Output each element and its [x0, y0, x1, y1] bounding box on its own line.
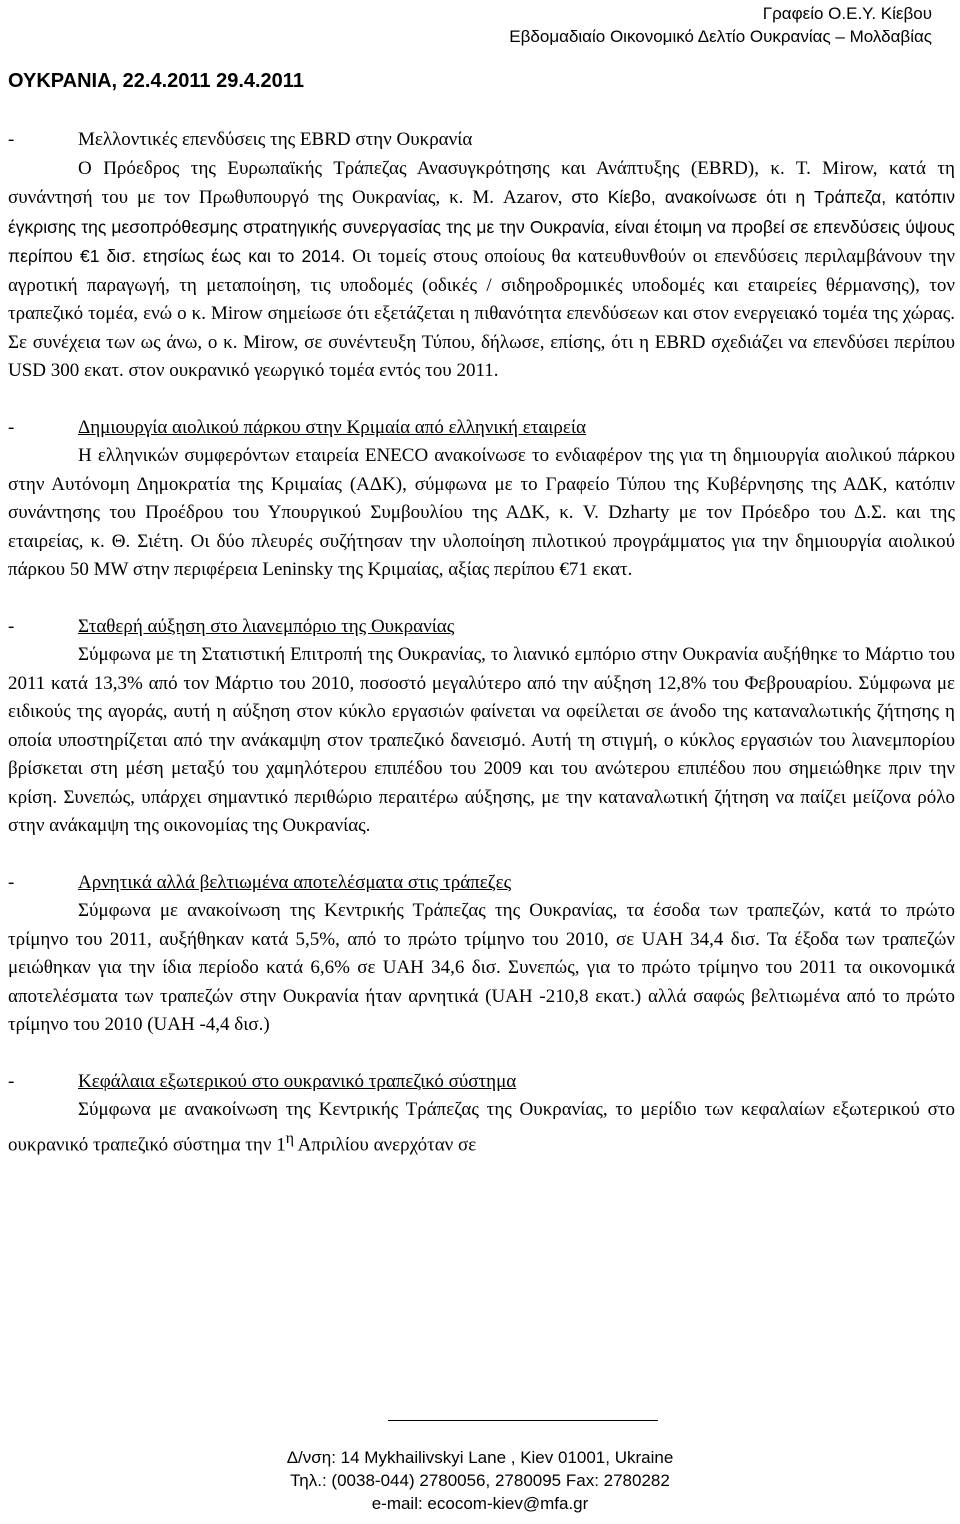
- section-ebrd: [8, 126, 955, 386]
- section-title: [8, 414, 955, 443]
- section-paragraph: Σύμφωνα με ανακοίνωση της Κεντρικής Τράπεζας της Ουκρανίας, τα έσοδα των τραπεζών, κατά το πρώτο τρίμηνο του 2011, αυξήθηκαν κατά 5,5%, από το πρώτο τρίμηνο του 2010, σε UAH 34,4 δισ. Τα έξοδα των τραπεζών μειώθηκαν για την ίδια περίοδο κατά 6,6% σε UAH 34,6 δισ. Συνεπώς, για το πρώτο τρίμηνο του 2011 τα οικονομικά αποτελέσματα των τραπεζών στην Ουκρανία ήταν αρνητικά (UAH -210,8 εκατ.) αλλά σαφώς βελτιωμένα από το πρώτο τρίμηνο του 2010 (UAH -4,4 δισ.): [8, 900, 955, 1035]
- section-paragraph: Σύμφωνα με τη Στατιστική Επιτροπή της Ουκρανίας, το λιανικό εμπόριο στην Ουκρανία αυξήθηκε το Μάρτιο του 2011 κατά 13,3% από τον Μάρτιο του 2010, ποσοστό μεγαλύτερο από την αύξηση 12,8% του Φεβρουαρίου. Σύμφωνα με ειδικούς της αγοράς, αυτή η αύξηση στον κύκλο εργασιών φαίνεται να οφείλεται σε άνοδο της καταναλωτικής ζήτησης η οποία υποστηρίζεται από την ανάκαμψη στον τραπεζικό δανεισμό. Αυτή τη στιγμή, ο κύκλος εργασιών του λιανεμπορίου βρίσκεται στη μέση μεταξύ του χαμηλότερου επιπέδου του 2009 και του ανώτερου επιπέδου που σημειώθηκε πριν την κρίση. Συνεπώς, υπάρχει σημαντικό περιθώριο περαιτέρω αύξησης, με την καταναλωτική ζήτηση να παίζει μείζονα ρόλο στην ανάκαμψη της οικονομίας της Ουκρανίας.: [8, 644, 955, 836]
- footer-phones: Τηλ.: (0038-044) 2780056, 2780095 Fax: 2780282: [290, 1471, 670, 1490]
- page-footer: [0, 1446, 960, 1515]
- section-foreign-capital: [8, 1068, 955, 1160]
- date-line: ΟΥΚΡΑΝΙΑ, 22.4.2011 29.4.2011: [8, 70, 304, 92]
- section-wind-park: [8, 414, 955, 585]
- ordinal-superscript: η: [285, 1129, 294, 1147]
- section-title-text: Κεφάλαια εξωτερικού στο ουκρανικό τραπεζικό σύστημα: [78, 1070, 517, 1092]
- section-title-text: Σταθερή αύξηση στο λιανεμπόριο της Ουκρανίας: [78, 615, 455, 637]
- paragraph-part: Ο Πρόεδρος της Ευρωπαϊκής Τράπεζας Ανασυγκρότησης και Ανάπτυξης (EBRD), κ. Τ. Mirow, κατά τη συνάντησή του με τον Πρωθυπουργό της Ουκρανίας, κ. Μ. Azarov,: [8, 157, 955, 208]
- office-name: Γραφείο Ο.Ε.Υ. Κίεβου: [762, 4, 932, 23]
- page-header: [509, 2, 932, 48]
- paragraph-part: Οι τομείς στους οποίους θα κατευθυνθούν οι επενδύσεις περιλαμβάνουν την αγροτική παραγωγή, τη μεταποίηση, τις υποδομές (οδικές / σιδηροδρομικές υποδομές και εταιρείες θέρμανσης), τον τραπεζικό τομέα, ενώ ο κ. Mirow σημείωσε ότι εξετάζεται η πιθανότητα επενδύσεων και στον ενεργειακό τομέα της χώρας. Σε συνέχεια των ως άνω, ο κ. Mirow, σε συνέντευξη Τύπου, δήλωσε, επίσης, ότι η EBRD σχεδιάζει να επενδύσει περίπου USD 300 εκατ. στον ουκρανικό γεωργικό τομέα εντός του 2011.: [8, 246, 955, 381]
- section-title-text: Αρνητικά αλλά βελτιωμένα αποτελέσματα στις τράπεζες: [78, 871, 512, 893]
- section-retail: [8, 613, 955, 841]
- document-body: [8, 126, 955, 1187]
- section-paragraph: Η ελληνικών συμφερόντων εταιρεία ENECO ανακοίνωσε το ενδιαφέρον της για τη δημιουργία αιολικού πάρκου στην Αυτόνομη Δημοκρατία της Κριμαίας (ΑΔΚ), σύμφωνα με το Γραφείο Τύπου της Κυβέρνησης της ΑΔΚ, κατόπιν συνάντησης του Προέδρου του Υπουργικού Συμβουλίου της ΑΔΚ, κ. V. Dzharty με τον Πρόεδρο του Δ.Σ. και της εταιρείας, κ. Θ. Σιέτη. Οι δύο πλευρές συζήτησαν την υλοποίηση πιλοτικού προγράμματος για την δημιουργία αιολικού πάρκου 50 MW στην περιφέρεια Leninsky της Κριμαίας, αξίας περίπου €71 εκατ.: [8, 445, 955, 580]
- section-dash: -: [8, 129, 15, 150]
- section-title: [8, 869, 955, 898]
- section-paragraph: [8, 1096, 955, 1159]
- footer-address: Δ/νση: 14 Mykhailivskyi Lane , Kiev 01001, Ukraine: [286, 1448, 674, 1467]
- bulletin-title: Εβδομαδιαίο Οικονομικό Δελτίο Ουκρανίας – Μολδαβίας: [509, 27, 932, 46]
- paragraph-part: Σύμφωνα με ανακοίνωση της Κεντρικής Τράπεζας της Ουκρανίας, το μερίδιο των κεφαλαίων εξωτερικού στο ουκρανικό τραπεζικό σύστημα την 1: [8, 1099, 955, 1155]
- section-paragraph: [8, 155, 955, 386]
- section-title: [8, 613, 955, 642]
- section-dash: -: [8, 416, 15, 438]
- section-dash: -: [8, 615, 15, 637]
- footer-divider: [388, 1420, 658, 1421]
- section-dash: -: [8, 1070, 15, 1092]
- section-title-text: Μελλοντικές επενδύσεις της EBRD στην Ουκρανία: [78, 129, 473, 150]
- paragraph-part: Απριλίου ανερχόταν σε: [293, 1133, 477, 1155]
- section-title: [8, 126, 955, 155]
- paragraph-part: στο Κίεβο, ανακοίνωσε ότι η Τράπεζα, κατόπιν έγκρισης της μεσοπρόθεσμης στρατηγικής συνεργασίας της με την Ουκρανία, είναι έτοιμη να προβεί σε επενδύσεις ύψους περίπου €1 δισ. ετησίως έως και το 2014.: [8, 187, 955, 266]
- section-banks-results: [8, 869, 955, 1040]
- section-title-text: Δημιουργία αιολικού πάρκου στην Κριμαία από ελληνική εταιρεία: [78, 416, 586, 438]
- section-dash: -: [8, 871, 15, 893]
- footer-email[interactable]: e-mail: ecocom-kiev@mfa.gr: [371, 1494, 589, 1513]
- section-title: [8, 1068, 955, 1097]
